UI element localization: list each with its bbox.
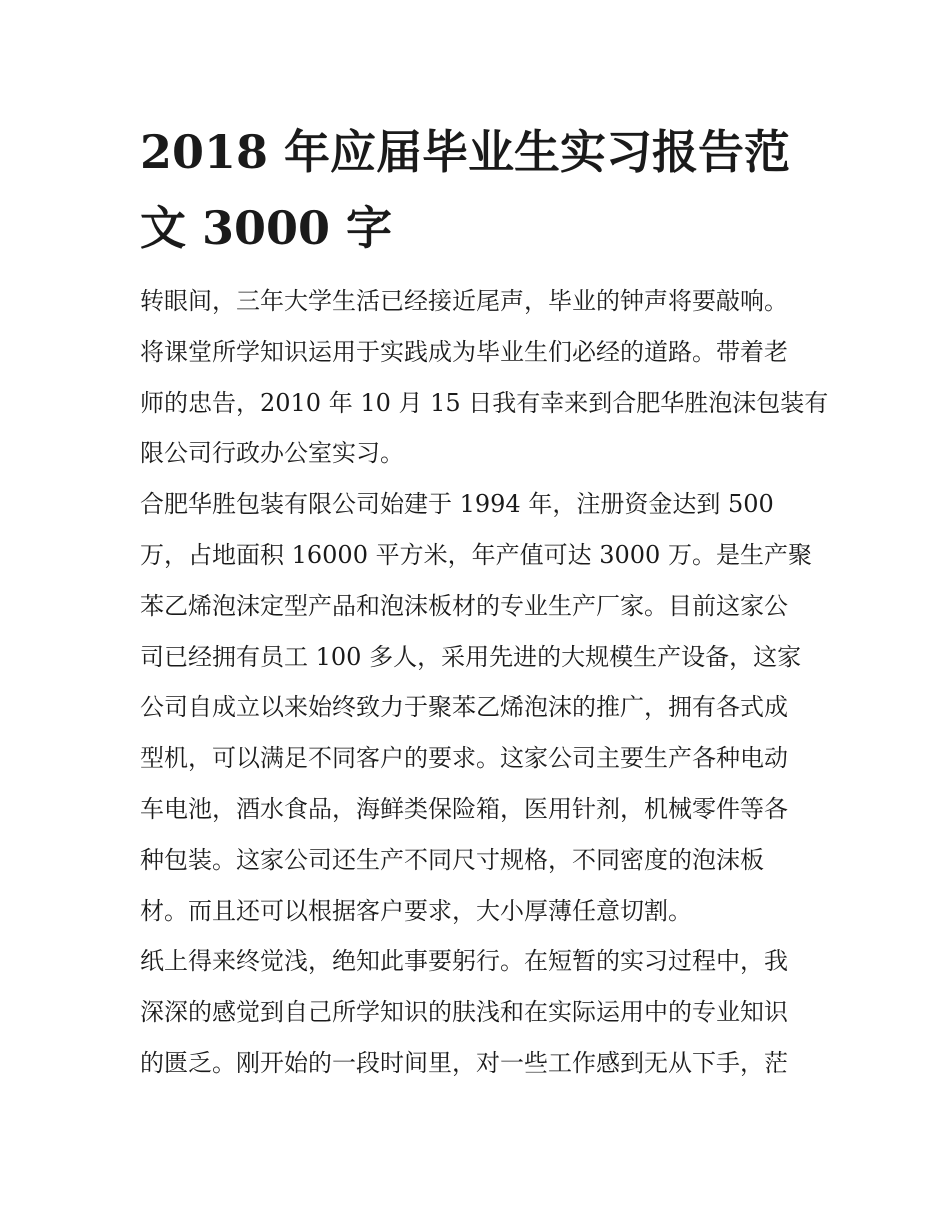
paragraph-line: 材。而且还可以根据客户要求，大小厚薄任意切割。 xyxy=(140,896,692,925)
paragraph-line: 师的忠告，2010 年 10 月 15 日我有幸来到合肥华胜泡沫包装有 xyxy=(140,388,829,417)
paragraph-line: 合肥华胜包装有限公司始建于 1994 年，注册资金达到 500 xyxy=(140,490,774,519)
document-title xyxy=(140,114,830,266)
paragraph-line: 型机，可以满足不同客户的要求。这家公司主要生产各种电动 xyxy=(140,744,788,773)
title-line: 文 3000 字 xyxy=(140,201,393,255)
paragraph-line: 的匮乏。刚开始的一段时间里，对一些工作感到无从下手，茫 xyxy=(140,1048,788,1077)
paragraph-line: 种包装。这家公司还生产不同尺寸规格，不同密度的泡沫板 xyxy=(140,845,764,874)
document-body xyxy=(140,276,830,1089)
paragraph-line: 限公司行政办公室实习。 xyxy=(140,439,404,468)
paragraph-line: 纸上得来终觉浅，绝知此事要躬行。在短暂的实习过程中，我 xyxy=(140,947,788,976)
paragraph-line: 苯乙烯泡沫定型产品和泡沫板材的专业生产厂家。目前这家公 xyxy=(140,591,788,620)
paragraph-line: 将课堂所学知识运用于实践成为毕业生们必经的道路。带着老 xyxy=(140,337,788,366)
paragraph-line: 公司自成立以来始终致力于聚苯乙烯泡沫的推广，拥有各式成 xyxy=(140,693,788,722)
title-line: 2018 年应届毕业生实习报告范 xyxy=(140,125,791,179)
paragraph-line: 万，占地面积 16000 平方米，年产值可达 3000 万。是生产聚 xyxy=(140,540,812,569)
paragraph-line: 车电池，酒水食品，海鲜类保险箱，医用针剂，机械零件等各 xyxy=(140,794,788,823)
paragraph-line: 司已经拥有员工 100 多人，采用先进的大规模生产设备，这家 xyxy=(140,642,802,671)
paragraph-line: 转眼间，三年大学生活已经接近尾声，毕业的钟声将要敲响。 xyxy=(140,287,788,315)
paragraph-line: 深深的感觉到自己所学知识的肤浅和在实际运用中的专业知识 xyxy=(140,998,788,1027)
